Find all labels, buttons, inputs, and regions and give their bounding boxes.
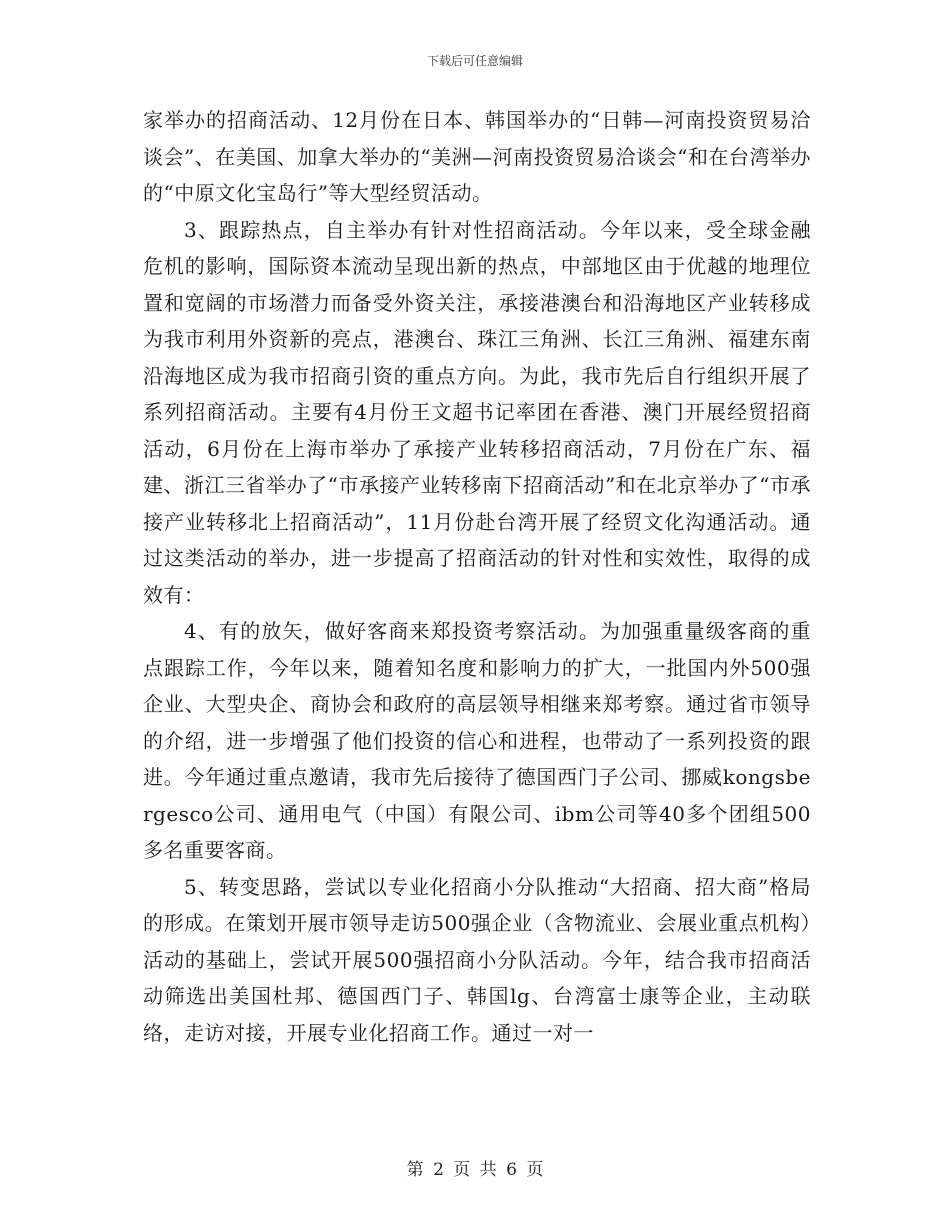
document-body [143, 102, 811, 1051]
paragraph-item-4: 4、有的放矢，做好客商来郑投资考察活动。为加强重量级客商的重点跟踪工作，今年以来，随着知名度和影响力的扩大，一批国内外500强企业、大型央企、商协会和政府的高层领导相继来郑考察。通过省市领导的介绍，进一步增强了他们投资的信心和进程，也带动了一系列投资的跟进。今年通过重点邀请，我市先后接待了德国西门子公司、挪威kongsbergesco公司、通用电气（中国）有限公司、ibm公司等40多个团组500多名重要客商。 [143, 619, 811, 862]
paragraph-continuation: 家举办的招商活动、12月份在日本、韩国举办的“日韩—河南投资贸易洽谈会”、在美国、加拿大举办的“美洲—河南投资贸易洽谈会“和在台湾举办的“中原文化宝岛行”等大型经贸活动。 [143, 108, 811, 205]
header-note: 下载后可任意编辑 [426, 54, 523, 68]
paragraph-item-5: 5、转变思路，尝试以专业化招商小分队推动“大招商、招大商”格局的形成。在策划开展市领导走访500强企业（含物流业、会展业重点机构）活动的基础上，尝试开展500强招商小分队活动。今年，结合我市招商活动筛选出美国杜邦、德国西门子、韩国lg、台湾富士康等企业，主动联络，走访对接，开展专业化招商工作。通过一对一 [143, 874, 811, 1045]
paragraph-item-3: 3、跟踪热点，自主举办有针对性招商活动。今年以来，受全球金融危机的影响，国际资本流动呈现出新的热点，中部地区由于优越的地理位置和宽阔的市场潜力而备受外资关注，承接港澳台和沿海地区产业转移成为我市利用外资新的亮点，港澳台、珠江三角洲、长江三角洲、福建东南沿海地区成为我市招商引资的重点方向。为此，我市先后自行组织开展了系列招商活动。主要有4月份王文超书记率团在香港、澳门开展经贸招商活动，6月份在上海市举办了承接产业转移招商活动，7月份在广东、福建、浙江三省举办了“市承接产业转移南下招商活动”和在北京举办了“市承接产业转移北上招商活动”，11月份赴台湾开展了经贸文化沟通活动。通过这类活动的举办，进一步提高了招商活动的针对性和实效性，取得的成效有： [143, 217, 811, 607]
page-number-footer: 第 2 页 共 6 页 [406, 1160, 544, 1180]
